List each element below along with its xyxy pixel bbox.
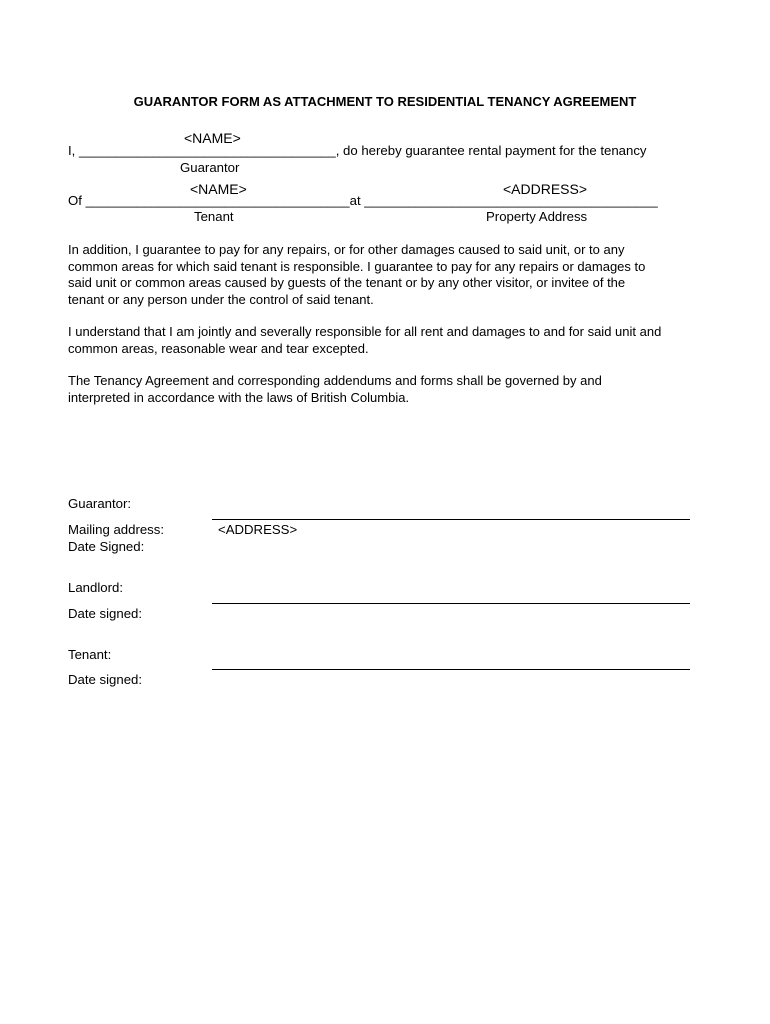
paragraph-liability (68, 324, 708, 357)
property-address-value[interactable]: <ADDRESS> (503, 181, 588, 197)
tenant-name-value[interactable]: <NAME> (190, 181, 247, 197)
paragraph-line: said unit or common areas caused by guests of the tenant or by any other visitor, or invitee of the (68, 275, 626, 290)
tenant-signature-label: Tenant: (68, 647, 112, 662)
property-address-caption: Property Address (486, 209, 588, 224)
landlord-date-label: Date signed: (68, 606, 143, 621)
paragraph-governing-law (68, 373, 708, 406)
paragraph-repairs (68, 242, 708, 308)
guarantor-signature-line[interactable] (212, 519, 690, 520)
paragraph-line: I understand that I am jointly and severally responsible for all rent and damages to and for said unit and (68, 324, 662, 339)
guarantor-name-value[interactable]: <NAME> (184, 130, 241, 146)
landlord-signature-label: Landlord: (68, 580, 123, 595)
paragraph-line: common areas, reasonable wear and tear excepted. (68, 340, 369, 356)
mailing-address-label: Mailing address: (68, 522, 165, 537)
tenant-signature-line[interactable] (212, 669, 690, 670)
tenant-statement: Of ____________________________________at ________________________________________ (68, 193, 658, 208)
paragraph-line: In addition, I guarantee to pay for any repairs, or for other damages caused to said unit, or to any (68, 242, 625, 257)
guarantor-caption: Guarantor (180, 160, 240, 175)
tenant-caption: Tenant (194, 209, 234, 224)
paragraph-line: common areas for which said tenant is responsible. I guarantee to pay for any repairs or damages to (68, 258, 646, 274)
paragraph-line: tenant or any person under the control of said tenant. (68, 291, 374, 307)
paragraph-line: interpreted in accordance with the laws of British Columbia. (68, 389, 410, 405)
document-title: GUARANTOR FORM AS ATTACHMENT TO RESIDENTIAL TENANCY AGREEMENT (133, 94, 637, 109)
tenant-date-label: Date signed: (68, 672, 143, 687)
guarantor-date-label: Date Signed: (68, 539, 145, 554)
guarantor-signature-label: Guarantor: (68, 496, 132, 511)
landlord-signature-line[interactable] (212, 603, 690, 604)
guarantor-statement: I, ___________________________________, do hereby guarantee rental payment for the tenancy (68, 143, 647, 158)
mailing-address-value[interactable]: <ADDRESS> (218, 522, 298, 537)
paragraph-line: The Tenancy Agreement and corresponding addendums and forms shall be governed by and (68, 373, 602, 388)
